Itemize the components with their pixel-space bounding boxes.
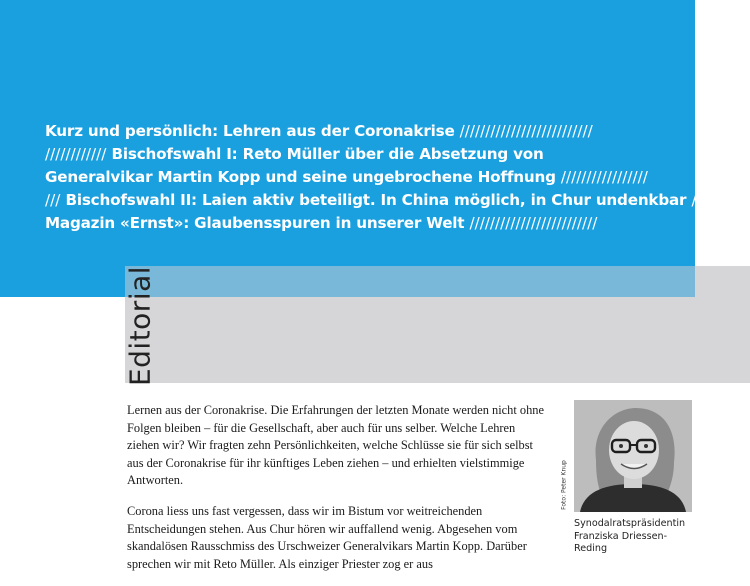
caption-line: Synodalratspräsidentin (574, 518, 686, 529)
photo-credit-text: Foto: Peter Knup (560, 460, 568, 510)
teaser-list (45, 120, 702, 235)
slash-separator: ///////////////// (560, 168, 648, 186)
section-title-text: Editorial (123, 265, 157, 387)
teaser-text: Bischofswahl II: Laien aktiv beteiligt. In China möglich, in Chur undenkbar (65, 191, 687, 209)
paragraph: Corona liess uns fast vergessen, dass wir im Bistum vor weitreichenden Entscheidungen stehen. Aus Chur hören wir auffallend wenig. Abgesehen vom skandalösen Rausschmiss des Urschweizer Generalvikars Martin Kopp. Darüber sprechen wir mit Reto Müller. Als einziger Priester zog er aus (127, 503, 527, 571)
slash-separator: /// (45, 191, 61, 209)
teaser-text: Magazin «Ernst»: Glaubensspuren in unserer Welt (45, 214, 465, 232)
portrait-photo (574, 400, 692, 512)
teaser-text: Kurz und persönlich: Lehren aus der Coronakrise (45, 122, 455, 140)
teaser-item-3[interactable] (45, 189, 702, 212)
slash-separator: ///////////////////////// (469, 214, 598, 232)
teaser-item-2-cont[interactable] (45, 166, 695, 189)
photo-credit (557, 455, 571, 515)
slash-separator: // (691, 191, 702, 209)
band-overlap (125, 266, 695, 297)
slash-separator: //////////// (45, 145, 107, 163)
caption-line: Reding (574, 543, 608, 554)
portrait-image (574, 400, 692, 512)
editorial-body (127, 402, 547, 586)
paragraph: Lernen aus der Coronakrise. Die Erfahrungen der letzten Monate werden nicht ohne Folgen bleiben – für die Gesellschaft, aber auch für uns selber. Welche Lehren ziehen wir? Wir fragten zehn Persönlichkeiten, welche Schlüsse sie für sich selbst aus der Coronakrise für ihr künftiges Leben ziehen – und erhielten vielstimmige Antworten. (127, 403, 544, 488)
teaser-text: Generalvikar Martin Kopp und seine ungebrochene Hoffnung (45, 168, 556, 186)
teaser-item-2[interactable] (45, 143, 695, 166)
section-title (120, 265, 160, 387)
slash-separator: ////////////////////////// (459, 122, 593, 140)
caption-line: Franziska Driessen- (574, 530, 668, 542)
teaser-item-4[interactable] (45, 212, 695, 235)
photo-caption (574, 518, 704, 556)
teaser-text: Bischofswahl I: Reto Müller über die Absetzung von (111, 145, 544, 163)
teaser-item-1[interactable] (45, 120, 695, 143)
